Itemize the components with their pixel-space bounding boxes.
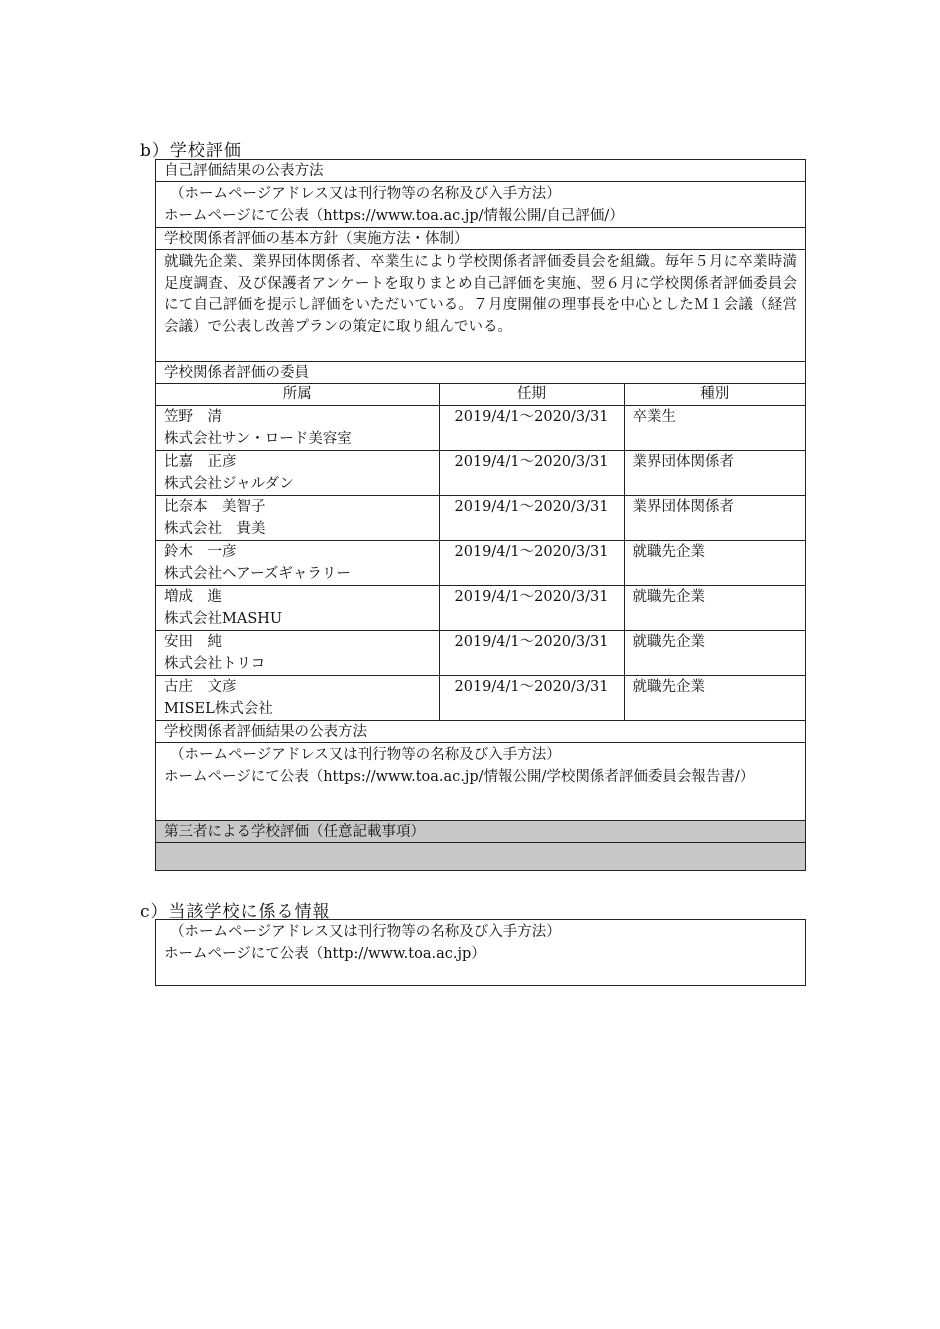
member-term: 2019/4/1～2020/3/31 [439,631,624,676]
self-eval-disclosure-title: 自己評価結果の公表方法 [156,160,805,182]
committee-disclosure-url[interactable]: ホームページにて公表（https://www.toa.ac.jp/情報公開/学校関係者評価委員会報告書/） [164,769,755,785]
school-info-note: （ホームページアドレス又は刊行物等の名称及び入手方法） [170,924,561,940]
member-org: 株式会社 貴美 [164,521,266,537]
member-name: 鈴木 一彦 [164,544,237,560]
member-affiliation [156,406,439,451]
committee-disclosure-body [156,743,805,821]
table-row [156,676,805,721]
member-name: 比嘉 正彦 [164,454,237,470]
self-eval-disclosure-body [156,182,805,228]
member-term: 2019/4/1～2020/3/31 [439,496,624,541]
member-name: 古庄 文彦 [164,679,237,695]
column-header-affiliation: 所属 [156,384,439,406]
basic-policy-body: 就職先企業、業界団体関係者、卒業生により学校関係者評価委員会を組織。毎年５月に卒業時満足度調査、及び保護者アンケートを取りまとめ自己評価を実施、翌６月に学校関係者評価委員会にて自己評価を提示し評価をいただいている。７月度開催の理事長を中心としたＭ１会議（経営会議）で公表し改善プランの策定に取り組んでいる。 [156,250,805,362]
member-org: 株式会社ヘアーズギャラリー [164,566,351,582]
member-term: 2019/4/1～2020/3/31 [439,676,624,721]
member-term: 2019/4/1～2020/3/31 [439,541,624,586]
member-type: 業界団体関係者 [624,451,805,496]
school-info-url[interactable]: ホームページにて公表（http://www.toa.ac.jp） [164,946,486,962]
member-type: 業界団体関係者 [624,496,805,541]
basic-policy-title: 学校関係者評価の基本方針（実施方法・体制） [156,228,805,250]
member-org: 株式会社サン・ロード美容室 [164,431,352,447]
member-affiliation [156,496,439,541]
member-affiliation [156,541,439,586]
self-eval-disclosure-url[interactable]: ホームページにて公表（https://www.toa.ac.jp/情報公開/自己評価/） [164,208,624,224]
member-org: 株式会社MASHU [164,611,283,627]
member-type: 就職先企業 [624,631,805,676]
member-name: 安田 純 [164,634,222,650]
column-header-type: 種別 [624,384,805,406]
third-party-title: 第三者による学校評価（任意記載事項） [156,821,805,843]
table-row [156,496,805,541]
member-name: 増成 進 [164,589,222,605]
member-affiliation [156,586,439,631]
self-eval-disclosure-note: （ホームページアドレス又は刊行物等の名称及び入手方法） [170,186,561,202]
member-org: 株式会社ジャルダン [164,476,294,492]
table-row [156,541,805,586]
section-c-heading: c）当該学校に係る情報 [140,902,331,922]
member-type: 就職先企業 [624,676,805,721]
column-header-term: 任期 [439,384,624,406]
member-type: 就職先企業 [624,586,805,631]
section-b-heading: b）学校評価 [140,141,242,161]
committee-disclosure-title: 学校関係者評価結果の公表方法 [156,721,805,743]
member-affiliation [156,631,439,676]
committee-table [156,384,805,720]
table-row [156,451,805,496]
member-term: 2019/4/1～2020/3/31 [439,406,624,451]
member-org: 株式会社トリコ [164,656,266,672]
member-name: 比奈本 美智子 [164,499,266,515]
third-party-body [156,843,805,870]
member-type: 卒業生 [624,406,805,451]
table-row [156,406,805,451]
member-type: 就職先企業 [624,541,805,586]
school-info-box [155,919,806,986]
member-affiliation [156,451,439,496]
school-evaluation-table [155,159,806,871]
member-term: 2019/4/1～2020/3/31 [439,451,624,496]
member-affiliation [156,676,439,721]
table-row [156,586,805,631]
committee-disclosure-note: （ホームページアドレス又は刊行物等の名称及び入手方法） [170,747,561,763]
committee-table-wrap [156,384,805,721]
member-name: 笠野 清 [164,409,222,425]
member-term: 2019/4/1～2020/3/31 [439,586,624,631]
table-row [156,631,805,676]
committee-title: 学校関係者評価の委員 [156,362,805,384]
member-org: MISEL株式会社 [164,701,273,717]
